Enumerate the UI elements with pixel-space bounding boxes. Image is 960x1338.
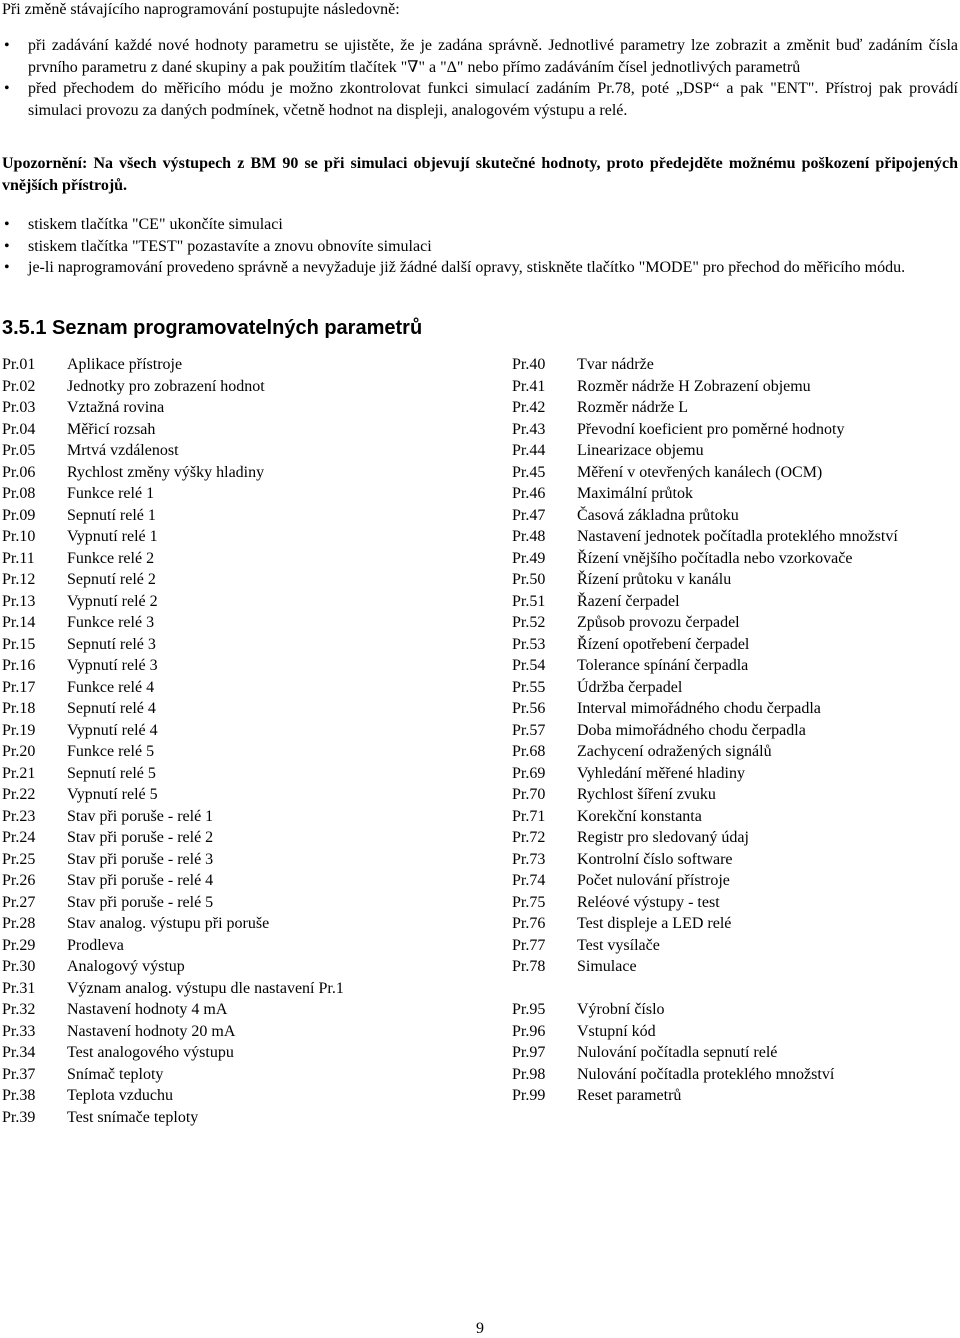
- param-name: Tolerance spínání čerpadla: [577, 657, 749, 674]
- param-code: Pr.45: [512, 463, 546, 481]
- list-item: • stiskem tlačítka "CE" ukončíte simulaci: [2, 214, 958, 236]
- param-name: Způsob provozu čerpadel: [577, 614, 740, 631]
- param-name: Reset parametrů: [577, 1087, 682, 1104]
- param-name: Mrtvá vzdálenost: [67, 442, 179, 459]
- param-code: Pr.97: [512, 1044, 546, 1061]
- params-right-column: [512, 354, 960, 1107]
- param-row: [2, 505, 482, 527]
- param-name: Sepnutí relé 4: [67, 700, 156, 717]
- param-name: Nastavení jednotek počítadla proteklého množství: [577, 528, 898, 545]
- param-row: [512, 741, 960, 763]
- param-row: [512, 419, 960, 441]
- param-name: Řazení čerpadel: [577, 592, 680, 610]
- param-name: Měření v otevřených kanálech (OCM): [577, 463, 823, 481]
- param-row: [2, 634, 482, 656]
- intro-text: Při změně stávajícího naprogramování postupujte následovně:: [2, 1, 400, 18]
- simulation-list: [2, 214, 958, 279]
- param-name: Stav při poruše - relé 5: [67, 893, 214, 911]
- param-code: Pr.44: [512, 442, 546, 459]
- param-name: Rychlost šíření zvuku: [577, 786, 716, 803]
- param-name: Měřicí rozsah: [67, 420, 156, 438]
- param-row: [512, 440, 960, 462]
- param-row: [2, 1021, 482, 1043]
- param-row: [512, 870, 960, 892]
- param-code: Pr.26: [2, 872, 36, 889]
- param-name: Význam analog. výstupu dle nastavení Pr.1: [67, 979, 344, 997]
- param-row: [512, 1085, 960, 1107]
- param-name: Test analogového výstupu: [67, 1044, 234, 1061]
- param-row: [512, 483, 960, 505]
- param-row: [512, 526, 960, 548]
- param-name: Maximální průtok: [577, 485, 693, 502]
- param-name: Prodleva: [67, 936, 124, 954]
- page-number: 9: [476, 1320, 484, 1337]
- param-row: [2, 354, 482, 376]
- param-row: [512, 1021, 960, 1043]
- param-code: Pr.22: [2, 786, 36, 803]
- param-name: Vypnutí relé 1: [67, 528, 158, 545]
- param-name: Doba mimořádného chodu čerpadla: [577, 721, 806, 739]
- list-item: • je-li naprogramování provedeno správně a nevyžaduje již žádné další opravy, stiskněte tlačítko "MODE" pro přechod do měřicího módu.: [2, 257, 958, 279]
- param-code: Pr.21: [2, 764, 36, 782]
- param-code: Pr.15: [2, 635, 36, 653]
- param-name: Sepnutí relé 1: [67, 506, 156, 524]
- param-name: Test displeje a LED relé: [577, 915, 732, 932]
- param-code: Pr.33: [2, 1022, 36, 1040]
- param-name: Linearizace objemu: [577, 442, 704, 459]
- param-code: Pr.09: [2, 506, 36, 524]
- param-name: Řízení vnějšího počítadla nebo vzorkovače: [577, 549, 853, 567]
- param-name: Funkce relé 1: [67, 485, 155, 502]
- param-code: Pr.19: [2, 721, 36, 739]
- param-code: Pr.06: [2, 463, 36, 481]
- param-row: [2, 870, 482, 892]
- param-code: Pr.48: [512, 528, 546, 545]
- param-code: Pr.40: [512, 356, 546, 373]
- param-code: Pr.51: [512, 592, 546, 610]
- param-code: Pr.95: [512, 1001, 546, 1018]
- param-row: [2, 913, 482, 935]
- param-row: [512, 806, 960, 828]
- param-code: Pr.39: [2, 1108, 36, 1126]
- param-code: Pr.38: [2, 1087, 36, 1104]
- param-name: Vypnutí relé 5: [67, 786, 158, 803]
- param-row: [512, 397, 960, 419]
- param-row: [512, 1064, 960, 1086]
- param-name: Vypnutí relé 3: [67, 657, 158, 674]
- param-name: Funkce relé 3: [67, 614, 155, 631]
- param-name: Kontrolní číslo software: [577, 850, 733, 868]
- param-row: [2, 483, 482, 505]
- param-name: Výrobní číslo: [577, 1001, 665, 1018]
- param-row: [512, 784, 960, 806]
- param-code: Pr.57: [512, 721, 546, 739]
- param-code: Pr.77: [512, 936, 546, 954]
- param-row: [2, 1042, 482, 1064]
- param-name: Analogový výstup: [67, 958, 185, 975]
- param-name: Funkce relé 2: [67, 549, 155, 567]
- param-row: [2, 999, 482, 1021]
- param-row: [512, 591, 960, 613]
- param-name: Sepnutí relé 5: [67, 764, 156, 782]
- param-row: [2, 677, 482, 699]
- param-code: Pr.04: [2, 420, 36, 438]
- param-code: Pr.28: [2, 915, 36, 932]
- param-name: Nastavení hodnoty 4 mA: [67, 1001, 228, 1018]
- param-code: Pr.53: [512, 635, 546, 653]
- param-name: Zachycení odražených signálů: [577, 743, 772, 760]
- param-code: Pr.29: [2, 936, 36, 954]
- param-code: Pr.17: [2, 678, 36, 696]
- param-name: Simulace: [577, 958, 637, 975]
- param-name: Stav analog. výstupu při poruše: [67, 915, 270, 932]
- param-code: Pr.37: [2, 1065, 36, 1083]
- param-name: Vypnutí relé 4: [67, 721, 158, 739]
- param-row: [2, 720, 482, 742]
- param-name: Nulování počítadla proteklého množství: [577, 1065, 835, 1083]
- param-row: [512, 505, 960, 527]
- param-name: Reléové výstupy - test: [577, 893, 720, 911]
- param-code: Pr.27: [2, 893, 36, 911]
- param-row: [2, 440, 482, 462]
- param-row: [512, 978, 960, 1000]
- param-row: [512, 655, 960, 677]
- param-code: Pr.01: [2, 356, 36, 373]
- param-code: Pr.69: [512, 764, 546, 782]
- param-row: [2, 698, 482, 720]
- param-code: Pr.73: [512, 850, 546, 868]
- param-code: Pr.55: [512, 678, 546, 696]
- param-name: Stav při poruše - relé 2: [67, 829, 214, 846]
- param-code: Pr.75: [512, 893, 546, 911]
- param-row: [512, 720, 960, 742]
- param-name: Nulování počítadla sepnutí relé: [577, 1044, 778, 1061]
- param-name: Vypnutí relé 2: [67, 592, 158, 610]
- param-code: Pr.99: [512, 1087, 546, 1104]
- param-row: [2, 892, 482, 914]
- param-row: [512, 677, 960, 699]
- bullet-icon: •: [4, 37, 10, 54]
- param-code: Pr.14: [2, 614, 36, 631]
- list-item: • při zadávání každé nové hodnoty parametru se ujistěte, že je zadána správně. Jednotlivé parametry lze zobrazit a změnit buď zadáním čísla prvního parametru z dané skupiny a pak použitím tlačítek "∇" a "Δ" nebo přímo zadáváním čísel jednotlivých parametrů: [4, 37, 958, 76]
- param-row: [512, 956, 960, 978]
- param-row: [2, 956, 482, 978]
- param-row: [512, 935, 960, 957]
- param-name: Rychlost změny výšky hladiny: [67, 463, 265, 481]
- param-code: Pr.52: [512, 614, 546, 631]
- param-name: Časová základna průtoku: [577, 506, 739, 524]
- param-row: [2, 1107, 482, 1129]
- param-name: Stav při poruše - relé 4: [67, 872, 214, 889]
- section-title: 3.5.1 Seznam programovatelných parametrů: [2, 317, 423, 339]
- param-row: [512, 354, 960, 376]
- warning-text: Upozornění: Na všech výstupech z BM 90 se při simulaci objevují skutečné hodnoty, proto předejděte možnému poškození připojených vnějších přístrojů.: [2, 155, 958, 194]
- list-item: • stiskem tlačítka "TEST" pozastavíte a znovu obnovíte simulaci: [2, 236, 958, 258]
- param-code: Pr.68: [512, 743, 546, 760]
- param-code: Pr.10: [2, 528, 36, 545]
- param-row: [512, 1042, 960, 1064]
- param-row: [2, 978, 482, 1000]
- param-code: Pr.98: [512, 1065, 546, 1083]
- param-name: Údržba čerpadel: [577, 678, 683, 696]
- param-row: [512, 892, 960, 914]
- param-code: Pr.78: [512, 958, 546, 975]
- param-row: [2, 784, 482, 806]
- param-code: Pr.24: [2, 829, 36, 846]
- param-name: Snímač teploty: [67, 1065, 164, 1083]
- param-code: Pr.34: [2, 1044, 36, 1061]
- param-code: Pr.46: [512, 485, 546, 502]
- param-row: [512, 999, 960, 1021]
- param-code: Pr.76: [512, 915, 546, 932]
- param-row: [2, 569, 482, 591]
- param-name: Počet nulování přístroje: [577, 872, 730, 889]
- param-code: Pr.03: [2, 399, 36, 416]
- instructions-list: [2, 35, 958, 121]
- param-code: Pr.50: [512, 571, 546, 588]
- param-name: Teplota vzduchu: [67, 1087, 173, 1104]
- param-code: Pr.02: [2, 377, 36, 395]
- param-row: [512, 763, 960, 785]
- param-row: [2, 612, 482, 634]
- param-code: Pr.70: [512, 786, 546, 803]
- param-code: Pr.42: [512, 399, 546, 416]
- param-code: Pr.54: [512, 657, 546, 674]
- param-code: Pr.96: [512, 1022, 546, 1040]
- param-code: Pr.13: [2, 592, 36, 610]
- param-name: Rozměr nádrže H Zobrazení objemu: [577, 377, 811, 395]
- param-row: [2, 1085, 482, 1107]
- param-name: Vstupní kód: [577, 1022, 656, 1040]
- param-code: Pr.11: [2, 549, 35, 567]
- param-row: [2, 741, 482, 763]
- param-code: Pr.08: [2, 485, 36, 502]
- param-name: Funkce relé 5: [67, 743, 155, 760]
- param-name: Vztažná rovina: [67, 399, 165, 416]
- param-row: [2, 935, 482, 957]
- param-row: [512, 634, 960, 656]
- param-name: Řízení průtoku v kanálu: [577, 571, 732, 588]
- param-code: Pr.30: [2, 958, 36, 975]
- param-name: Převodní koeficient pro poměrné hodnoty: [577, 420, 845, 438]
- param-row: [512, 698, 960, 720]
- param-name: Řízení opotřebení čerpadel: [577, 635, 750, 653]
- bullet-icon: •: [4, 259, 10, 276]
- param-row: [2, 655, 482, 677]
- param-name: Aplikace přístroje: [67, 356, 183, 373]
- param-row: [512, 913, 960, 935]
- param-name: Test vysílače: [577, 936, 660, 954]
- bullet-icon: •: [4, 237, 10, 255]
- param-name: Stav při poruše - relé 3: [67, 850, 214, 868]
- param-code: Pr.12: [2, 571, 36, 588]
- param-code: Pr.74: [512, 872, 546, 889]
- param-row: [512, 569, 960, 591]
- param-code: Pr.16: [2, 657, 36, 674]
- param-code: Pr.05: [2, 442, 36, 459]
- param-row: [2, 827, 482, 849]
- bullet-icon: •: [4, 216, 10, 233]
- param-code: Pr.47: [512, 506, 546, 524]
- param-row: [512, 548, 960, 570]
- param-code: Pr.23: [2, 807, 36, 825]
- param-name: Rozměr nádrže L: [577, 399, 689, 416]
- param-code: Pr.43: [512, 420, 546, 438]
- param-name: Registr pro sledovaný údaj: [577, 829, 749, 846]
- param-row: [2, 376, 482, 398]
- param-code: Pr.18: [2, 700, 36, 717]
- param-code: Pr.32: [2, 1001, 36, 1018]
- param-row: [2, 849, 482, 871]
- param-row: [512, 462, 960, 484]
- param-name: Vyhledání měřené hladiny: [577, 764, 745, 782]
- param-name: Korekční konstanta: [577, 807, 702, 825]
- list-item: • před přechodem do měřicího módu je možno zkontrolovat funkci simulací zadáním Pr.78, poté „DSP“ a pak "ENT". Přístroj pak provádí simulaci provozu za daných podmínek, včetně hodnot na displeji, analogovém výstupu a relé.: [4, 80, 958, 119]
- param-code: Pr.20: [2, 743, 36, 760]
- bullet-icon: •: [4, 80, 10, 97]
- param-code: Pr.41: [512, 377, 546, 395]
- param-name: Funkce relé 4: [67, 678, 155, 696]
- param-name: Sepnutí relé 2: [67, 571, 156, 588]
- param-row: [2, 806, 482, 828]
- param-name: Stav při poruše - relé 1: [67, 807, 214, 825]
- param-code: Pr.56: [512, 700, 546, 717]
- param-row: [2, 591, 482, 613]
- param-row: [512, 376, 960, 398]
- param-name: Tvar nádrže: [577, 356, 654, 373]
- params-left-column: [2, 354, 482, 1128]
- param-row: [2, 548, 482, 570]
- param-name: Sepnutí relé 3: [67, 635, 156, 653]
- param-code: Pr.71: [512, 807, 546, 825]
- param-row: [512, 827, 960, 849]
- param-row: [2, 397, 482, 419]
- param-row: [2, 462, 482, 484]
- param-row: [512, 612, 960, 634]
- param-row: [2, 763, 482, 785]
- param-row: [2, 526, 482, 548]
- param-row: [2, 419, 482, 441]
- param-name: Test snímače teploty: [67, 1108, 199, 1126]
- param-name: Interval mimořádného chodu čerpadla: [577, 700, 821, 717]
- param-row: [2, 1064, 482, 1086]
- param-name: Jednotky pro zobrazení hodnot: [67, 377, 265, 395]
- param-code: Pr.49: [512, 549, 546, 567]
- param-code: Pr.31: [2, 979, 36, 997]
- param-code: Pr.25: [2, 850, 36, 868]
- param-name: Nastavení hodnoty 20 mA: [67, 1022, 236, 1040]
- param-code: Pr.72: [512, 829, 546, 846]
- param-row: [512, 849, 960, 871]
